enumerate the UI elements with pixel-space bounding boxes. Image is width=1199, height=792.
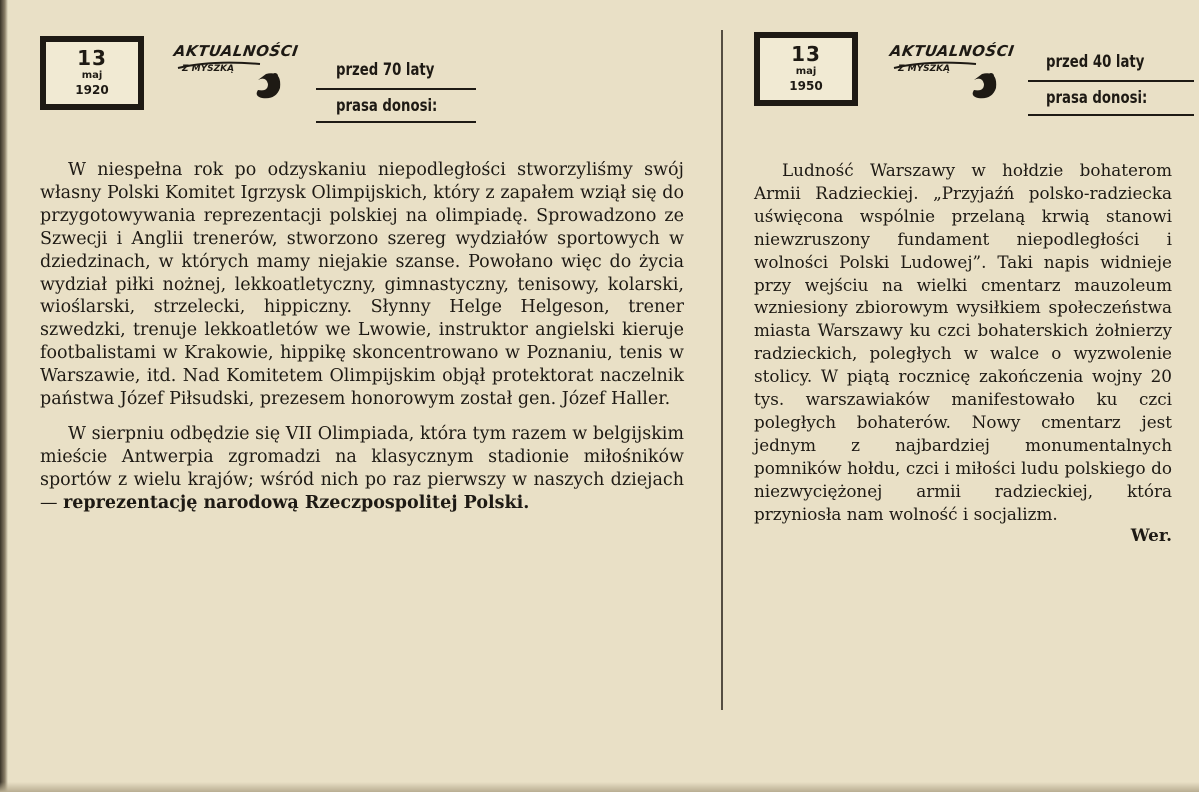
date-day: 13 xyxy=(791,42,821,66)
logo-title: AKTUALNOŚCI xyxy=(888,42,1016,60)
date-year: 1920 xyxy=(75,83,109,97)
column-divider xyxy=(721,30,723,710)
logo-title: AKTUALNOŚCI xyxy=(172,42,300,60)
page-shadow xyxy=(0,782,1199,792)
date-year: 1950 xyxy=(789,79,823,93)
date-box xyxy=(40,36,144,110)
article-paragraph xyxy=(40,423,684,515)
header-rule xyxy=(316,88,476,90)
article-paragraph: W niespełna rok po odzyskaniu niepodległości stworzyliśmy swój własny Polski Komitet Igrzysk Olimpijskich, który z zapałem wziął się do przygotowywania reprezentacji polskiej na olimpiadę. Sprowadzono ze Szwecji i Anglii trenerów, stworzono szereg wydziałów sportowych w dziedzinach, w których mamy niejakie szanse. Powołano więc do życia wydział piłki nożnej, lekkoatletyczny, gimnastyczny, tenisowy, kolarski, wioślarski, strzelecki, hippiczny. Słynny Helge Helgeson, trener szwedzki, trenuje lekkoatletów we Lwowie, instruktor angielski kieruje footbalistami w Krakowie, hippikę skoncentrowano w Poznaniu, tenis w Warszawie, itd. Nad Komitetem Olimpijskim objął protektorat naczelnik państwa Józef Piłsudski, prezesem honorowym został gen. Józef Haller. xyxy=(40,160,684,410)
header-rule xyxy=(1028,114,1194,116)
article-paragraph: Ludność Warszawy w hołdzie bohaterom Armii Radzieckiej. „Przyjaźń polsko-radziecka uświęcona wspólnie przelaną krwią stanowi niewzruszony fundament niepodległości i wolności Polski Ludowej”. Taki napis widnieje przy wejściu na wielki cmentarz mauzoleum wzniesiony zbiorowym wysiłkiem społeczeństwa miasta Warszawy ku czci bohaterskich żołnierzy radzieckich, poległych w walce o wyzwolenie stolicy. W piątą rocznicę zakończenia wojny 20 tys. warszawiaków manifestowało ku czci poległych bohaterów. Nowy cmentarz jest jednym z najbardziej monumentalnych pomników hołdu, czci i miłości ludu polskiego do niezwyciężonej armii radzieckiej, która przyniosła nam wolność i socjalizm. xyxy=(754,160,1172,524)
article-1920 xyxy=(40,159,684,515)
page-edge xyxy=(0,0,8,792)
date-month: maj xyxy=(81,70,103,81)
header-rule xyxy=(316,121,476,123)
header-years-ago: przed 70 laty xyxy=(336,60,435,80)
article-text-bold: reprezentację narodową Rzeczpospolitej Polski. xyxy=(63,492,530,513)
logo-subtitle: Z MYSZKĄ xyxy=(182,64,235,74)
column-logo xyxy=(888,40,1016,100)
logo-subtitle: Z MYSZKĄ xyxy=(898,64,951,74)
header-press: prasa donosi: xyxy=(336,96,438,116)
header-press: prasa donosi: xyxy=(1046,88,1148,108)
article-1950 xyxy=(754,159,1172,546)
date-day: 13 xyxy=(77,46,107,70)
date-month: maj xyxy=(795,66,817,77)
signature: Wer. xyxy=(1130,524,1172,545)
header-rule xyxy=(1028,80,1194,82)
header-years-ago: przed 40 laty xyxy=(1046,52,1145,72)
date-box xyxy=(754,32,858,106)
column-logo xyxy=(172,40,300,100)
article-text: W sierpniu odbędzie się VII Olimpiada, która tym razem w belgijskim mieście Antwerpia zgromadzi na klasycznym stadionie miłośników sportów z wielu krajów; wśród nich po raz pierwszy w naszych dziejach — xyxy=(40,423,684,513)
